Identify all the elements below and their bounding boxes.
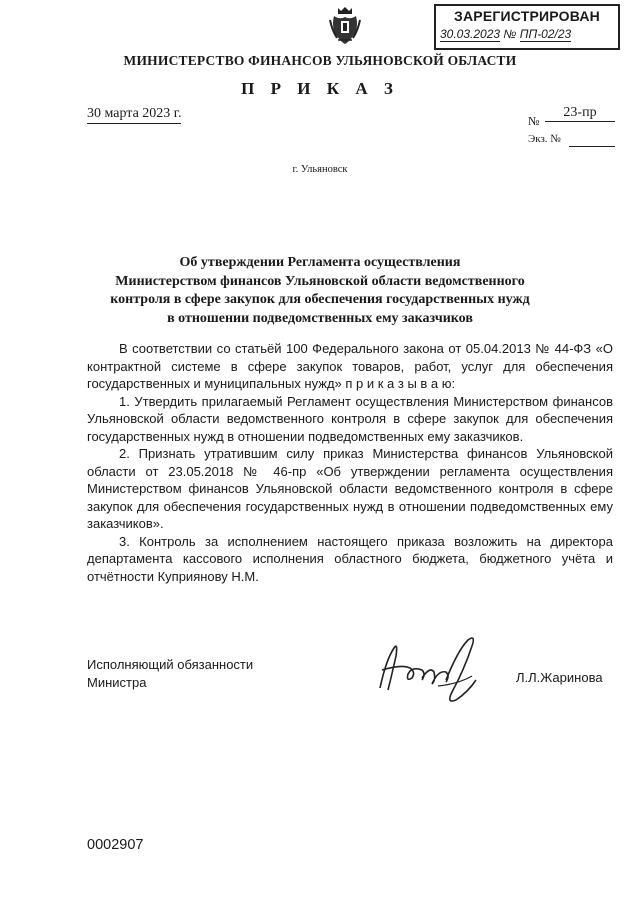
signatory-role-line: Исполняющий обязанности — [87, 657, 254, 672]
clause-3-paragraph: 3. Контроль за исполнением настоящего приказа возложить на директора департамента кассового исполнения областного бюджета, бюджетного учёта и отчётности Куприянову Н.М. — [87, 533, 613, 584]
city: г. Ульяновск — [292, 164, 348, 175]
order-date: 30 марта 2023 г. — [87, 106, 181, 124]
order-title-line: Министерством финансов Ульяновской области ведомственного — [115, 273, 525, 289]
clause-1-paragraph: 1. Утвердить прилагаемый Регламент осуществления Министерством финансов Ульяновской области ведомственного контроля в сфере закупок для обеспечения государственных нужд в отношении подведомственных ему заказчиков. — [87, 393, 613, 444]
document-type: П Р И К А З — [241, 79, 399, 98]
order-number: 23-пр — [545, 105, 615, 122]
stamp-registration-line — [440, 27, 571, 41]
document-serial-number: 0002907 — [87, 837, 144, 853]
order-body — [87, 340, 613, 585]
handwritten-signature-icon — [372, 630, 484, 710]
preamble-paragraph: В соответствии со статьёй 100 Федерального закона от 05.04.2013 № 44-ФЗ «О контрактной системе в сфере закупок товаров, работ, услуг для обеспечения государственных и муниципальных нужд» п р и к а з ы в а ю: — [87, 341, 613, 391]
coat-of-arms-icon — [328, 6, 362, 46]
order-title — [80, 254, 560, 328]
signatory-role — [87, 656, 253, 692]
order-number-label: № — [528, 114, 540, 128]
stamp-number: ПП-02/23 — [519, 27, 572, 41]
registration-stamp — [434, 4, 620, 50]
order-title-line: контроля в сфере закупок для обеспечения государственных нужд — [110, 292, 530, 307]
stamp-number-label: № — [503, 27, 517, 41]
signatory-role-line: Министра — [87, 675, 147, 690]
order-title-line: в отношении подведомственных ему заказчиков — [167, 310, 473, 326]
copy-number-line — [569, 146, 615, 147]
order-title-line: Об утверждении Регламента осуществления — [179, 255, 461, 270]
copy-number-label: Экз. № — [528, 133, 561, 145]
stamp-date: 30.03.2023 — [440, 27, 501, 41]
ministry-name: МИНИСТЕРСТВО ФИНАНСОВ УЛЬЯНОВСКОЙ ОБЛАСТИ — [123, 53, 517, 68]
signatory-name: Л.Л.Жаринова — [516, 670, 603, 685]
stamp-title: ЗАРЕГИСТРИРОВАН — [454, 8, 600, 24]
clause-2-paragraph: 2. Признать утратившим силу приказ Министерства финансов Ульяновской области от 23.05.2018 № 46-пр «Об утверждении регламента осуществления Министерством финансов Ульяновской области ведомственного контроля в сфере закупок для обеспечения государственных нужд в отношении подведомственных ему заказчиков». — [87, 446, 613, 531]
